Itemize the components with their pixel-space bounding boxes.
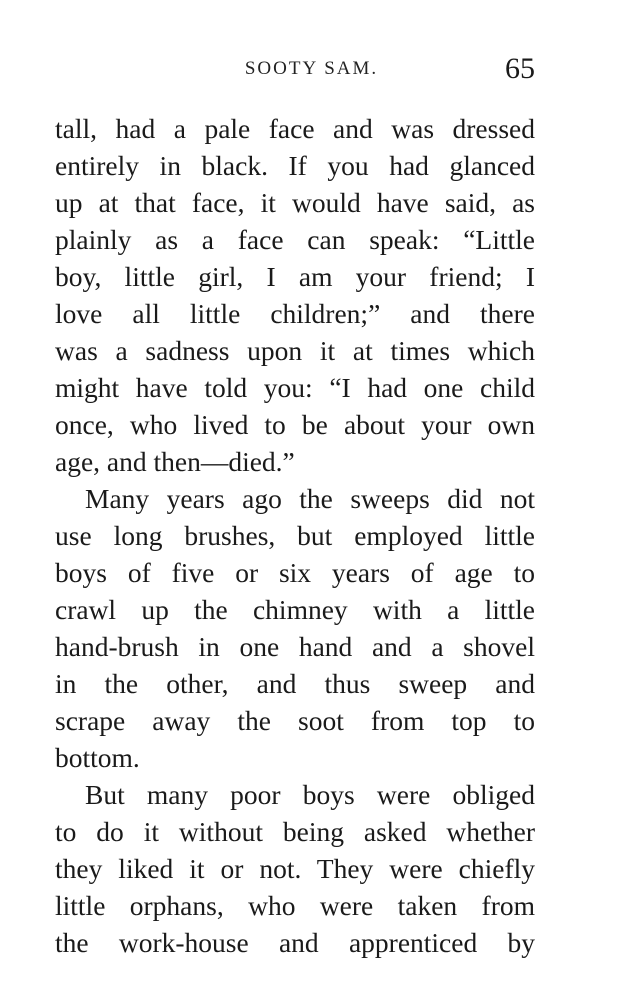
running-title: SOOTY SAM.	[244, 58, 379, 79]
text-line: plainly as a face can speak: “Little	[55, 224, 535, 255]
text-line: Many years ago the sweeps did not	[85, 483, 535, 514]
text-line: to do it without being asked whether	[55, 816, 535, 847]
text-line: entirely in black. If you had glanced	[55, 150, 535, 181]
text-line: hand-brush in one hand and a shovel	[55, 631, 535, 662]
body-text	[55, 110, 535, 961]
text-line: age, and then—died.”	[55, 446, 295, 477]
text-line: the work-house and apprenticed by	[55, 927, 535, 958]
text-line: scrape away the soot from top to	[55, 705, 535, 736]
text-line: boys of five or six years of age to	[55, 557, 535, 588]
text-line: crawl up the chimney with a little	[55, 594, 535, 625]
page-number: 65	[505, 52, 535, 85]
paragraph	[55, 480, 535, 776]
text-line: might have told you: “I had one child	[55, 372, 535, 403]
paragraph	[55, 776, 535, 961]
paragraph	[55, 110, 535, 480]
text-line: once, who lived to be about your own	[55, 409, 535, 440]
text-line: was a sadness upon it at times which	[55, 335, 535, 366]
text-line: they liked it or not. They were chiefly	[55, 853, 535, 884]
text-line: use long brushes, but employed little	[55, 520, 535, 551]
text-line: little orphans, who were taken from	[55, 890, 535, 921]
text-line: up at that face, it would have said, as	[55, 187, 535, 218]
text-line: love all little children;” and there	[55, 298, 535, 329]
text-line: But many poor boys were obliged	[85, 779, 535, 810]
text-line: tall, had a pale face and was dressed	[55, 113, 535, 144]
text-line: boy, little girl, I am your friend; I	[55, 261, 535, 292]
text-line: bottom.	[55, 742, 140, 773]
text-line: in the other, and thus sweep and	[55, 668, 535, 699]
